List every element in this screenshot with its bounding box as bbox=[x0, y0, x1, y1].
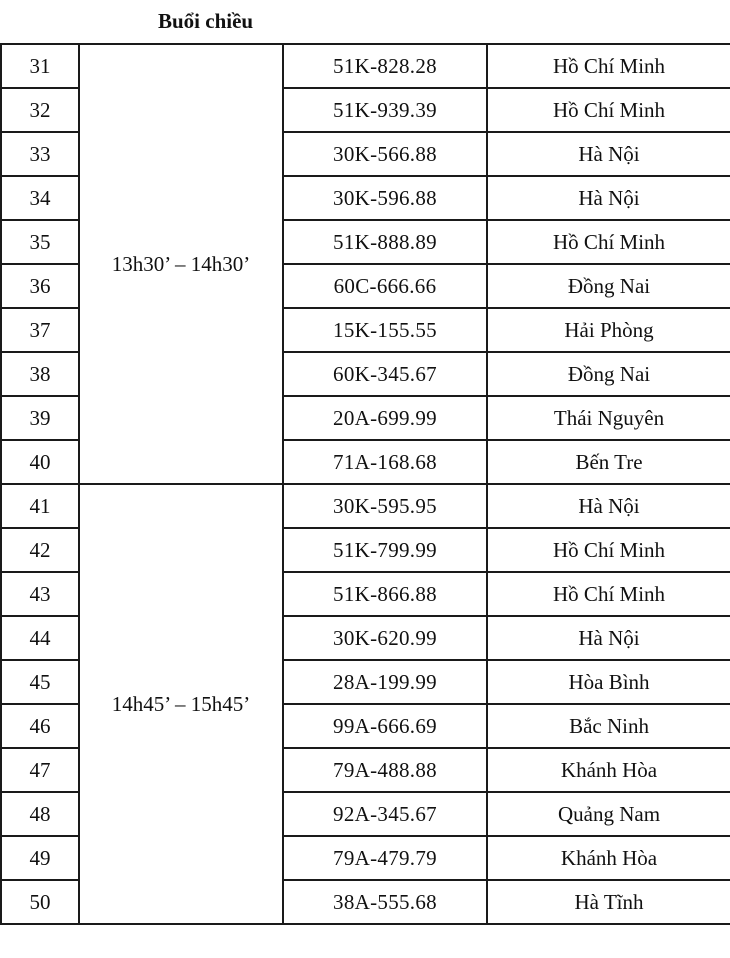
province-cell: Hòa Bình bbox=[487, 660, 730, 704]
license-plate-cell: 51K-866.88 bbox=[283, 572, 487, 616]
license-plate-cell: 28A-199.99 bbox=[283, 660, 487, 704]
province-cell: Hà Nội bbox=[487, 176, 730, 220]
province-cell: Hà Nội bbox=[487, 616, 730, 660]
license-plate-cell: 38A-555.68 bbox=[283, 880, 487, 924]
license-plate-cell: 30K-596.88 bbox=[283, 176, 487, 220]
province-cell: Đồng Nai bbox=[487, 264, 730, 308]
province-cell: Hà Nội bbox=[487, 484, 730, 528]
province-cell: Hà Nội bbox=[487, 132, 730, 176]
province-cell: Bắc Ninh bbox=[487, 704, 730, 748]
row-number-cell: 48 bbox=[1, 792, 79, 836]
license-plate-cell: 30K-620.99 bbox=[283, 616, 487, 660]
license-plate-cell: 30K-595.95 bbox=[283, 484, 487, 528]
row-number-cell: 39 bbox=[1, 396, 79, 440]
row-number-cell: 41 bbox=[1, 484, 79, 528]
province-cell: Hồ Chí Minh bbox=[487, 528, 730, 572]
table-row bbox=[1, 484, 730, 528]
row-number-cell: 38 bbox=[1, 352, 79, 396]
row-number-cell: 37 bbox=[1, 308, 79, 352]
province-cell: Quảng Nam bbox=[487, 792, 730, 836]
province-cell: Hải Phòng bbox=[487, 308, 730, 352]
row-number-cell: 50 bbox=[1, 880, 79, 924]
license-plate-cell: 79A-488.88 bbox=[283, 748, 487, 792]
time-slot-cell: 13h30’ – 14h30’ bbox=[79, 44, 283, 484]
license-plate-cell: 30K-566.88 bbox=[283, 132, 487, 176]
license-plate-cell: 51K-828.28 bbox=[283, 44, 487, 88]
row-number-cell: 44 bbox=[1, 616, 79, 660]
license-plate-cell: 51K-888.89 bbox=[283, 220, 487, 264]
table-row bbox=[1, 44, 730, 88]
row-number-cell: 35 bbox=[1, 220, 79, 264]
row-number-cell: 42 bbox=[1, 528, 79, 572]
time-slot-cell: 14h45’ – 15h45’ bbox=[79, 484, 283, 924]
row-number-cell: 33 bbox=[1, 132, 79, 176]
license-plate-cell: 51K-939.39 bbox=[283, 88, 487, 132]
province-cell: Khánh Hòa bbox=[487, 748, 730, 792]
session-title: Buổi chiều bbox=[1, 0, 730, 44]
license-plate-cell: 92A-345.67 bbox=[283, 792, 487, 836]
row-number-cell: 47 bbox=[1, 748, 79, 792]
province-cell: Khánh Hòa bbox=[487, 836, 730, 880]
row-number-cell: 32 bbox=[1, 88, 79, 132]
row-number-cell: 46 bbox=[1, 704, 79, 748]
schedule-table-body bbox=[1, 0, 730, 924]
province-cell: Hồ Chí Minh bbox=[487, 220, 730, 264]
row-number-cell: 31 bbox=[1, 44, 79, 88]
province-cell: Thái Nguyên bbox=[487, 396, 730, 440]
license-plate-cell: 20A-699.99 bbox=[283, 396, 487, 440]
row-number-cell: 40 bbox=[1, 440, 79, 484]
province-cell: Hồ Chí Minh bbox=[487, 88, 730, 132]
province-cell: Hồ Chí Minh bbox=[487, 572, 730, 616]
license-plate-cell: 15K-155.55 bbox=[283, 308, 487, 352]
license-plate-cell: 79A-479.79 bbox=[283, 836, 487, 880]
row-number-cell: 34 bbox=[1, 176, 79, 220]
province-cell: Hà Tĩnh bbox=[487, 880, 730, 924]
license-plate-cell: 71A-168.68 bbox=[283, 440, 487, 484]
row-number-cell: 43 bbox=[1, 572, 79, 616]
session-header-row bbox=[1, 0, 730, 44]
license-plate-cell: 60C-666.66 bbox=[283, 264, 487, 308]
row-number-cell: 36 bbox=[1, 264, 79, 308]
license-plate-cell: 60K-345.67 bbox=[283, 352, 487, 396]
row-number-cell: 45 bbox=[1, 660, 79, 704]
license-plate-cell: 51K-799.99 bbox=[283, 528, 487, 572]
license-plate-cell: 99A-666.69 bbox=[283, 704, 487, 748]
province-cell: Hồ Chí Minh bbox=[487, 44, 730, 88]
row-number-cell: 49 bbox=[1, 836, 79, 880]
province-cell: Bến Tre bbox=[487, 440, 730, 484]
province-cell: Đồng Nai bbox=[487, 352, 730, 396]
